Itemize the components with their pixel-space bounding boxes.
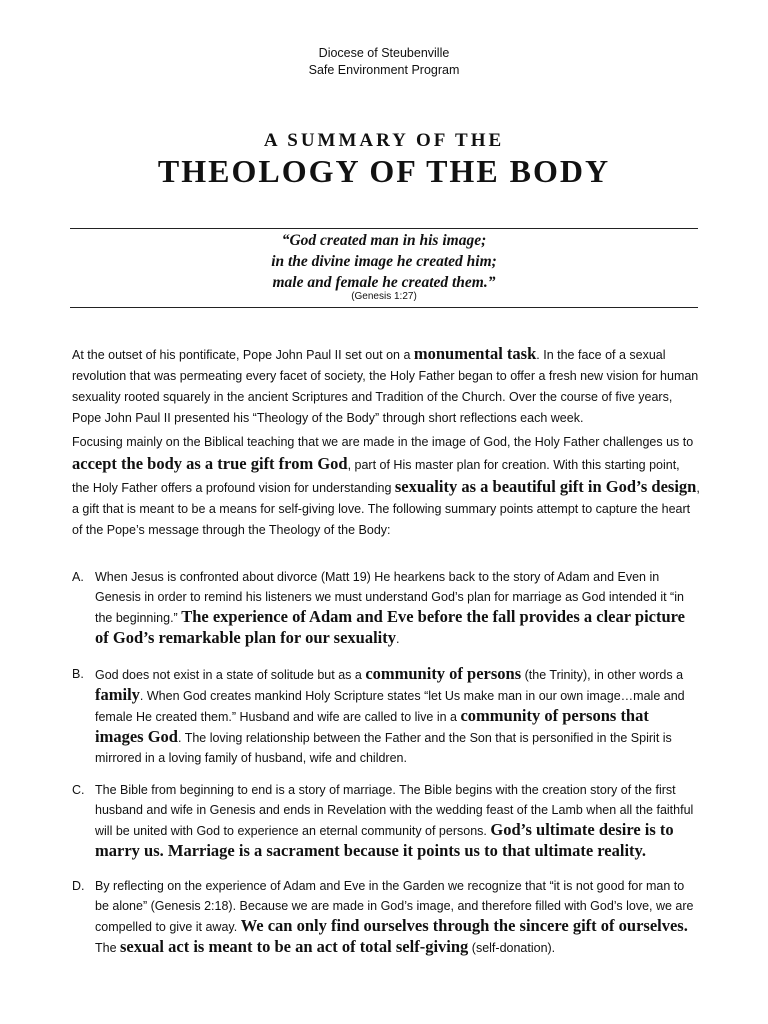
text-run: When Jesus is confronted about divorce (Matt 19) He hearkens back to the story of Adam and Even in Genesis in order to remind his listeners we must understand God’s plan for marriage as God intended it “in the beginning.” xyxy=(95,570,684,625)
intro-paragraph-2 xyxy=(72,432,700,541)
diocese-name: Diocese of Steubenville xyxy=(318,46,450,60)
point-letter: C. xyxy=(72,783,85,797)
emphasis-text: sexual act is meant to be an act of total self-giving xyxy=(120,937,469,956)
emphasis-sexuality-gift: sexuality as a beautiful gift in God’s design xyxy=(394,477,697,496)
intro-paragraph-1 xyxy=(72,343,700,429)
text-run: . xyxy=(395,632,400,646)
program-name: Safe Environment Program xyxy=(308,63,460,77)
text-run: (the Trinity), in other words a xyxy=(521,668,684,682)
page-title: THEOLOGY OF THE BODY xyxy=(157,153,611,189)
emphasis-text: God’s ultimate desire is to marry us. Marriage is a sacrament because it points us to that ultimate reality. xyxy=(95,820,674,860)
quote-line-2: in the divine image he created him; xyxy=(271,253,497,270)
emphasis-text: community of persons that images God xyxy=(95,706,649,746)
point-letter: D. xyxy=(72,879,85,893)
text-run: The xyxy=(95,941,121,955)
text-run: At the outset of his pontificate, Pope John Paul II set out on a xyxy=(72,348,414,362)
summary-point-d xyxy=(72,876,700,958)
quote-bottom-divider xyxy=(70,307,698,308)
text-run: , part of His master plan for creation. With this starting point, the Holy Father offers a profound vision for understanding xyxy=(72,458,680,495)
text-run: By reflecting on the experience of Adam and Eve in the Garden we recognize that “it is not good for man to be alone” (Genesis 2:18). Because we are made in God’s image, and therefore filled with God’s love, we are compelled to give it away. xyxy=(95,879,694,934)
text-run: , a gift that is meant to be a means for self-giving love. The following summary points attempt to capture the heart of the Pope’s message through the Theology of the Body: xyxy=(72,481,700,537)
point-letter: B. xyxy=(72,667,84,681)
summary-point-c xyxy=(72,780,700,862)
scripture-quote xyxy=(0,230,768,293)
summary-point-b xyxy=(72,664,700,768)
quote-line-1: “God created man in his image; xyxy=(281,232,487,249)
text-run: . In the face of a sexual revolution that was permeating every facet of society, the Holy Father began to offer a fresh new vision for human sexuality rooted squarely in the ancient Scriptures and Tradition of the Church. Over the course of five years, Pope John Paul II presented his “Theology of the Body” through short reflections each week. xyxy=(72,348,699,425)
emphasis-text: community of persons xyxy=(365,664,522,683)
text-run: . When God creates mankind Holy Scripture states “let Us make man in our own image…male and female He created them.” Husband and wife are called to live in a xyxy=(95,689,685,724)
point-letter: A. xyxy=(72,570,84,584)
text-run: (self-donation). xyxy=(468,941,556,955)
quote-top-divider xyxy=(70,228,698,229)
text-run: God does not exist in a state of solitude but as a xyxy=(95,668,366,682)
text-run: . The loving relationship between the Father and the Son that is personified in the Spirit is mirrored in a loving family of husband, wife and children. xyxy=(95,731,672,765)
text-run: Focusing mainly on the Biblical teaching that we are made in the image of God, the Holy Father challenges us to xyxy=(72,435,694,449)
emphasis-text: We can only find ourselves through the sincere gift of ourselves. xyxy=(240,916,688,935)
text-run: The Bible from beginning to end is a story of marriage. The Bible begins with the creation story of the first husband and wife in Genesis and ends in Revelation with the wedding feast of the Lamb when all the faithful will be united with God to experience an eternal community of persons. xyxy=(95,783,694,838)
title-prefix: A SUMMARY OF THE xyxy=(263,130,505,151)
summary-point-a xyxy=(72,567,700,649)
emphasis-text: The experience of Adam and Eve before the fall provides a clear picture of God’s remarkable plan for our sexuality xyxy=(95,607,685,647)
emphasis-monumental-task: monumental task xyxy=(413,344,537,363)
emphasis-accept-body: accept the body as a true gift from God xyxy=(72,454,348,473)
quote-line-3: male and female he created them.” xyxy=(272,274,496,291)
document-header xyxy=(0,45,768,79)
quote-citation: (Genesis 1:27) xyxy=(351,291,417,302)
emphasis-text: family xyxy=(95,685,140,704)
